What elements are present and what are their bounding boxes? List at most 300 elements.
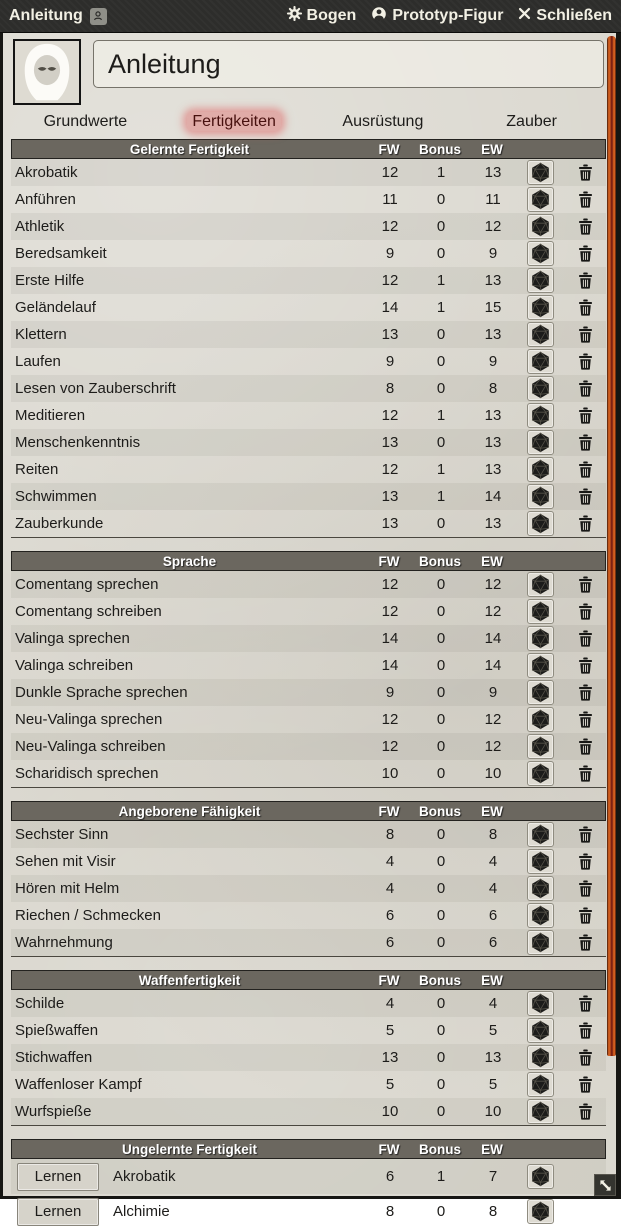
ew-value: 11: [485, 191, 501, 208]
skill-name: Valinga schreiben: [15, 657, 134, 674]
trash-icon: [578, 738, 593, 755]
trash-icon: [578, 826, 593, 843]
bonus-value: 0: [436, 826, 446, 843]
d20-die-icon: [530, 709, 551, 730]
bonus-value: 0: [436, 191, 446, 208]
vertical-scrollbar-thumb[interactable]: [607, 36, 616, 1056]
skill-row: [11, 483, 606, 510]
skill-table: [11, 1139, 606, 1229]
fw-value: 4: [385, 995, 395, 1012]
skill-row: [11, 929, 606, 956]
bonus-value: 1: [436, 299, 446, 316]
bonus-value: 0: [436, 995, 446, 1012]
roll-d20-button[interactable]: [527, 822, 554, 847]
trash-icon: [578, 630, 593, 647]
column-header-ew: EW: [481, 141, 503, 157]
sheet-header: [11, 38, 606, 105]
roll-d20-button[interactable]: [527, 1099, 554, 1124]
skill-name: Reiten: [15, 461, 59, 478]
roll-d20-button[interactable]: [527, 268, 554, 293]
d20-die-icon: [530, 297, 551, 318]
fw-value: 13: [381, 434, 399, 451]
ew-value: 12: [484, 218, 502, 235]
character-avatar[interactable]: [13, 39, 81, 105]
trash-icon: [578, 380, 593, 397]
d20-die-icon: [530, 270, 551, 291]
bonus-value: 1: [436, 1168, 446, 1185]
roll-d20-button[interactable]: [527, 930, 554, 955]
skill-row: [11, 159, 606, 186]
skill-name: Menschenkenntnis: [15, 434, 141, 451]
column-header-fw: FW: [378, 1141, 400, 1157]
delete-button[interactable]: [578, 826, 593, 843]
trash-icon: [578, 218, 593, 235]
ew-value: 8: [488, 1203, 498, 1220]
ew-value: 6: [488, 907, 498, 924]
bonus-value: 0: [436, 218, 446, 235]
d20-die-icon: [530, 216, 551, 237]
table-title: Ungelernte Fertigkeit: [121, 1141, 258, 1157]
column-header-bonus: Bonus: [419, 141, 461, 157]
d20-die-icon: [530, 851, 551, 872]
column-header-bonus: Bonus: [419, 803, 461, 819]
roll-d20-button[interactable]: [527, 430, 554, 455]
skill-row: [11, 625, 606, 652]
skill-name: Neu-Valinga schreiben: [15, 738, 166, 755]
roll-d20-button[interactable]: [527, 734, 554, 759]
resize-diagonal-icon: [599, 1179, 612, 1192]
ew-value: 13: [484, 1049, 502, 1066]
skill-name: Riechen / Schmecken: [15, 907, 161, 924]
tab-grundwerte[interactable]: Grundwerte: [11, 110, 160, 134]
delete-button[interactable]: [578, 515, 593, 532]
fw-value: 13: [381, 326, 399, 343]
bonus-value: 0: [436, 603, 446, 620]
d20-die-icon: [530, 378, 551, 399]
delete-button[interactable]: [578, 299, 593, 316]
fw-value: 10: [381, 1103, 399, 1120]
bonus-value: 0: [436, 684, 446, 701]
ew-value: 9: [488, 684, 498, 701]
skill-row: [11, 706, 606, 733]
skill-row: [11, 1044, 606, 1071]
fw-value: 12: [381, 576, 399, 593]
column-header-fw: FW: [378, 803, 400, 819]
ew-value: 13: [484, 326, 502, 343]
roll-d20-button[interactable]: [527, 761, 554, 786]
ew-value: 13: [484, 461, 502, 478]
ew-value: 13: [484, 515, 502, 532]
tab-bar: [11, 110, 606, 134]
table-header-row: [11, 1139, 606, 1159]
trash-icon: [578, 164, 593, 181]
skill-name: Klettern: [15, 326, 67, 343]
delete-button[interactable]: [578, 191, 593, 208]
table-title: Gelernte Fertigkeit: [129, 141, 250, 157]
fw-value: 12: [381, 272, 399, 289]
ew-value: 12: [484, 711, 502, 728]
fw-value: 8: [385, 826, 395, 843]
d20-die-icon: [530, 486, 551, 507]
roll-d20-button[interactable]: [527, 572, 554, 597]
skill-name: Schilde: [15, 995, 65, 1012]
d20-die-icon: [530, 189, 551, 210]
ew-value: 9: [488, 353, 498, 370]
d20-die-icon: [530, 1020, 551, 1041]
d20-die-icon: [530, 513, 551, 534]
roll-d20-button[interactable]: [527, 626, 554, 651]
fw-value: 5: [385, 1022, 395, 1039]
delete-button[interactable]: [578, 684, 593, 701]
d20-die-icon: [530, 405, 551, 426]
ew-value: 13: [484, 434, 502, 451]
delete-button[interactable]: [578, 488, 593, 505]
roll-d20-button[interactable]: [527, 484, 554, 509]
column-header-ew: EW: [481, 1141, 503, 1157]
trash-icon: [578, 995, 593, 1012]
fw-value: 13: [381, 1049, 399, 1066]
column-header-bonus: Bonus: [419, 1141, 461, 1157]
fw-value: 9: [385, 684, 395, 701]
roll-d20-button[interactable]: [527, 903, 554, 928]
ew-value: 10: [484, 765, 502, 782]
gear-icon: [287, 6, 302, 26]
skill-row: [11, 213, 606, 240]
skill-row: [11, 267, 606, 294]
character-sheet-icon: [90, 8, 107, 25]
fw-value: 8: [385, 1203, 395, 1220]
delete-button[interactable]: [578, 995, 593, 1012]
bonus-value: 0: [436, 880, 446, 897]
d20-die-icon: [530, 351, 551, 372]
delete-button[interactable]: [578, 245, 593, 262]
hooded-figure-image: [15, 41, 79, 103]
skill-row: [11, 679, 606, 706]
skill-name: Hören mit Helm: [15, 880, 120, 897]
table-title: Waffenfertigkeit: [138, 972, 241, 988]
trash-icon: [578, 407, 593, 424]
skill-name: Scharidisch sprechen: [15, 765, 159, 782]
close-icon: [518, 7, 531, 25]
trash-icon: [578, 515, 593, 532]
fw-value: 14: [381, 657, 399, 674]
bonus-value: 0: [436, 380, 446, 397]
delete-button[interactable]: [578, 272, 593, 289]
fw-value: 9: [385, 245, 395, 262]
roll-d20-button[interactable]: [527, 403, 554, 428]
trash-icon: [578, 576, 593, 593]
bonus-value: 0: [436, 1022, 446, 1039]
bonus-value: 1: [436, 164, 446, 181]
d20-die-icon: [530, 601, 551, 622]
fw-value: 12: [381, 218, 399, 235]
trash-icon: [578, 1076, 593, 1093]
ew-value: 9: [488, 245, 498, 262]
delete-button[interactable]: [578, 1076, 593, 1093]
delete-button[interactable]: [578, 657, 593, 674]
ew-value: 14: [484, 630, 502, 647]
ew-value: 12: [484, 738, 502, 755]
person-icon: [371, 6, 387, 27]
trash-icon: [578, 461, 593, 478]
fw-value: 6: [385, 1168, 395, 1185]
roll-d20-button[interactable]: [527, 876, 554, 901]
ew-value: 5: [488, 1022, 498, 1039]
roll-d20-button[interactable]: [527, 349, 554, 374]
roll-d20-button[interactable]: [527, 653, 554, 678]
skill-name: Lesen von Zauberschrift: [15, 380, 176, 397]
sheet-body: [3, 33, 616, 1220]
bonus-value: 1: [436, 407, 446, 424]
skill-name: Akrobatik: [15, 164, 78, 181]
d20-die-icon: [530, 878, 551, 899]
skill-table: [11, 801, 606, 957]
column-header-ew: EW: [481, 803, 503, 819]
delete-button[interactable]: [578, 738, 593, 755]
trash-icon: [578, 299, 593, 316]
table-header-row: [11, 551, 606, 571]
skill-row: [11, 990, 606, 1017]
tab-ausruestung[interactable]: Ausrüstung: [309, 110, 458, 134]
delete-button[interactable]: [578, 934, 593, 951]
skill-row: [11, 760, 606, 787]
ew-value: 10: [484, 1103, 502, 1120]
skill-row: [11, 375, 606, 402]
roll-d20-button[interactable]: [527, 457, 554, 482]
roll-d20-button[interactable]: [527, 1199, 554, 1224]
learn-button[interactable]: Lernen: [17, 1163, 99, 1191]
skill-row: [11, 429, 606, 456]
fw-value: 6: [385, 934, 395, 951]
ew-value: 12: [484, 576, 502, 593]
skill-row: [11, 1071, 606, 1098]
fw-value: 14: [381, 299, 399, 316]
ew-value: 12: [484, 603, 502, 620]
skill-row: [11, 571, 606, 598]
delete-button[interactable]: [578, 380, 593, 397]
bonus-value: 0: [436, 326, 446, 343]
delete-button[interactable]: [578, 907, 593, 924]
d20-die-icon: [530, 932, 551, 953]
fw-value: 6: [385, 907, 395, 924]
trash-icon: [578, 434, 593, 451]
roll-d20-button[interactable]: [527, 1018, 554, 1043]
fw-value: 13: [381, 515, 399, 532]
roll-d20-button[interactable]: [527, 241, 554, 266]
bonus-value: 0: [436, 853, 446, 870]
resize-handle[interactable]: [594, 1174, 616, 1196]
sheet-settings-button[interactable]: Bogen: [287, 6, 357, 26]
bonus-value: 1: [436, 461, 446, 478]
roll-d20-button[interactable]: [527, 295, 554, 320]
delete-button[interactable]: [578, 576, 593, 593]
ew-value: 8: [488, 826, 498, 843]
skill-tables: [11, 139, 606, 1229]
trash-icon: [578, 765, 593, 782]
roll-d20-button[interactable]: [527, 599, 554, 624]
skill-row: [11, 902, 606, 929]
ew-value: 13: [484, 407, 502, 424]
ew-value: 7: [488, 1168, 498, 1185]
trash-icon: [578, 880, 593, 897]
delete-button[interactable]: [578, 461, 593, 478]
close-button[interactable]: Schließen: [518, 7, 612, 25]
trash-icon: [578, 1103, 593, 1120]
roll-d20-button[interactable]: [527, 707, 554, 732]
delete-button[interactable]: [578, 1049, 593, 1066]
tab-fertigkeiten[interactable]: Fertigkeiten: [160, 110, 309, 134]
ew-value: 8: [488, 380, 498, 397]
trash-icon: [578, 711, 593, 728]
skill-row: [11, 1159, 606, 1194]
d20-die-icon: [530, 682, 551, 703]
ew-value: 14: [484, 488, 502, 505]
skill-table: [11, 551, 606, 788]
delete-button[interactable]: [578, 326, 593, 343]
d20-die-icon: [530, 459, 551, 480]
column-header-bonus: Bonus: [419, 972, 461, 988]
roll-d20-button[interactable]: [527, 1164, 554, 1189]
skill-row: [11, 186, 606, 213]
skill-name: Alchimie: [113, 1203, 170, 1220]
character-select-button[interactable]: Prototyp-Figur: [371, 6, 503, 27]
skill-row: [11, 1194, 606, 1229]
fw-value: 12: [381, 603, 399, 620]
skill-name: Waffenloser Kampf: [15, 1076, 142, 1093]
delete-button[interactable]: [578, 218, 593, 235]
roll-d20-button[interactable]: [527, 376, 554, 401]
d20-die-icon: [530, 993, 551, 1014]
ew-value: 13: [484, 164, 502, 181]
d20-die-icon: [530, 655, 551, 676]
ew-value: 4: [488, 995, 498, 1012]
delete-button[interactable]: [578, 164, 593, 181]
bonus-value: 1: [436, 272, 446, 289]
roll-d20-button[interactable]: [527, 680, 554, 705]
skill-name: Geländelauf: [15, 299, 96, 316]
skill-row: [11, 1098, 606, 1125]
skill-row: [11, 875, 606, 902]
d20-die-icon: [530, 243, 551, 264]
trash-icon: [578, 603, 593, 620]
skill-row: [11, 240, 606, 267]
roll-d20-button[interactable]: [527, 1072, 554, 1097]
bonus-value: 0: [436, 576, 446, 593]
column-header-fw: FW: [378, 141, 400, 157]
bonus-value: 0: [436, 245, 446, 262]
trash-icon: [578, 684, 593, 701]
skill-row: [11, 402, 606, 429]
fw-value: 5: [385, 1076, 395, 1093]
fw-value: 12: [381, 461, 399, 478]
skill-row: [11, 1017, 606, 1044]
skill-name: Laufen: [15, 353, 61, 370]
ew-value: 13: [484, 272, 502, 289]
d20-die-icon: [530, 162, 551, 183]
tab-zauber[interactable]: Zauber: [457, 110, 606, 134]
bonus-value: 1: [436, 488, 446, 505]
delete-button[interactable]: [578, 434, 593, 451]
bonus-value: 0: [436, 630, 446, 647]
column-header-fw: FW: [378, 553, 400, 569]
skill-table: [11, 139, 606, 538]
fw-value: 10: [381, 765, 399, 782]
fw-value: 4: [385, 880, 395, 897]
roll-d20-button[interactable]: [527, 849, 554, 874]
trash-icon: [578, 1049, 593, 1066]
bonus-value: 0: [436, 1203, 446, 1220]
delete-button[interactable]: [578, 1022, 593, 1039]
character-name-input[interactable]: [93, 40, 604, 88]
skill-name: Athletik: [15, 218, 65, 235]
skill-row: [11, 652, 606, 679]
roll-d20-button[interactable]: [527, 511, 554, 536]
skill-name: Valinga sprechen: [15, 630, 130, 647]
skill-table: [11, 970, 606, 1126]
roll-d20-button[interactable]: [527, 187, 554, 212]
roll-d20-button[interactable]: [527, 214, 554, 239]
fw-value: 14: [381, 630, 399, 647]
skill-name: Anführen: [15, 191, 76, 208]
ew-value: 5: [488, 1076, 498, 1093]
d20-die-icon: [530, 432, 551, 453]
roll-d20-button[interactable]: [527, 1045, 554, 1070]
d20-die-icon: [530, 763, 551, 784]
bonus-value: 0: [436, 1049, 446, 1066]
skill-name: Wurfspieße: [15, 1103, 92, 1120]
bonus-value: 0: [436, 907, 446, 924]
delete-button[interactable]: [578, 353, 593, 370]
trash-icon: [578, 488, 593, 505]
d20-die-icon: [530, 905, 551, 926]
roll-d20-button[interactable]: [527, 160, 554, 185]
skill-row: [11, 598, 606, 625]
skill-name: Beredsamkeit: [15, 245, 107, 262]
delete-button[interactable]: [578, 1103, 593, 1120]
skill-row: [11, 848, 606, 875]
fw-value: 12: [381, 164, 399, 181]
trash-icon: [578, 657, 593, 674]
skill-name: Schwimmen: [15, 488, 97, 505]
roll-d20-button[interactable]: [527, 322, 554, 347]
skill-name: Spießwaffen: [15, 1022, 99, 1039]
ew-value: 6: [488, 934, 498, 951]
column-header-bonus: Bonus: [419, 553, 461, 569]
delete-button[interactable]: [578, 765, 593, 782]
skill-row: [11, 821, 606, 848]
titlebar: [0, 0, 621, 33]
delete-button[interactable]: [578, 853, 593, 870]
roll-d20-button[interactable]: [527, 991, 554, 1016]
delete-button[interactable]: [578, 603, 593, 620]
fw-value: 13: [381, 488, 399, 505]
skill-name: Comentang sprechen: [15, 576, 159, 593]
bonus-value: 0: [436, 515, 446, 532]
delete-button[interactable]: [578, 630, 593, 647]
d20-die-icon: [530, 1101, 551, 1122]
ew-value: 14: [484, 657, 502, 674]
skill-name: Dunkle Sprache sprechen: [15, 684, 188, 701]
learn-button[interactable]: Lernen: [17, 1198, 99, 1226]
trash-icon: [578, 353, 593, 370]
delete-button[interactable]: [578, 711, 593, 728]
table-title: Sprache: [162, 553, 217, 569]
skill-row: [11, 456, 606, 483]
d20-die-icon: [530, 324, 551, 345]
delete-button[interactable]: [578, 880, 593, 897]
delete-button[interactable]: [578, 407, 593, 424]
trash-icon: [578, 191, 593, 208]
